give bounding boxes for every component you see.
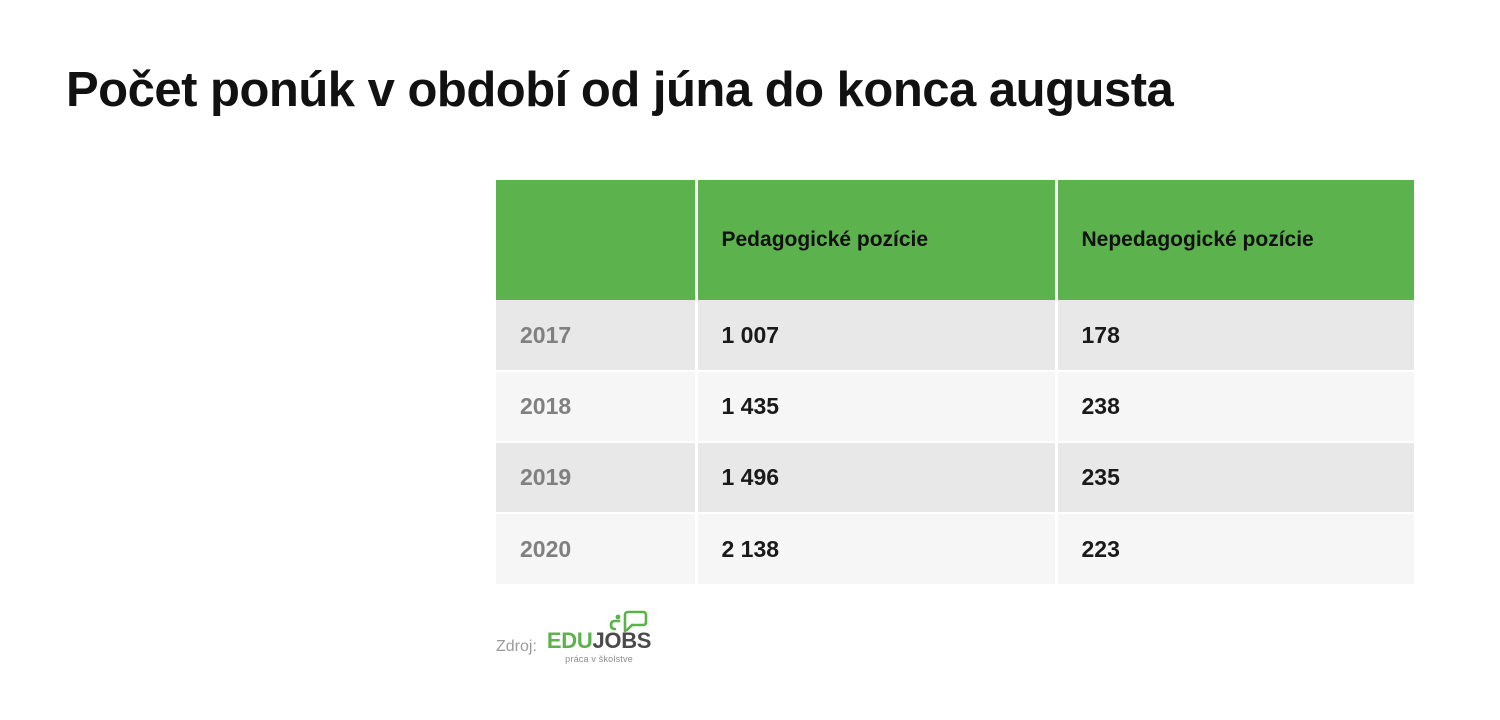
table-row xyxy=(496,442,1414,513)
edujobs-mark-icon xyxy=(605,609,649,633)
page-title: Počet ponúk v období od júna do konca augusta xyxy=(66,63,1174,117)
table-body xyxy=(496,300,1414,584)
cell-year: 2017 xyxy=(496,300,696,371)
cell-year: 2018 xyxy=(496,371,696,442)
table-header xyxy=(496,180,1414,300)
data-table-container xyxy=(496,180,1414,584)
source-attribution xyxy=(496,630,651,664)
cell-pedagogicke: 1 007 xyxy=(696,300,1056,371)
cell-nepedagogicke: 235 xyxy=(1056,442,1414,513)
cell-nepedagogicke: 178 xyxy=(1056,300,1414,371)
table-header-pedagogicke: Pedagogické pozície xyxy=(696,180,1056,300)
table-header-nepedagogicke: Nepedagogické pozície xyxy=(1056,180,1414,300)
edujobs-logo xyxy=(547,630,651,664)
logo-text-jobs: JOBS xyxy=(592,628,652,653)
table-row xyxy=(496,300,1414,371)
offers-table xyxy=(496,180,1414,584)
table-header-corner xyxy=(496,180,696,300)
logo-tagline: práca v školstve xyxy=(565,654,633,664)
cell-pedagogicke: 2 138 xyxy=(696,513,1056,584)
table-row xyxy=(496,513,1414,584)
cell-nepedagogicke: 223 xyxy=(1056,513,1414,584)
logo-text-edu: EDU xyxy=(546,628,593,653)
source-label: Zdroj: xyxy=(496,638,537,655)
cell-year: 2020 xyxy=(496,513,696,584)
cell-nepedagogicke: 238 xyxy=(1056,371,1414,442)
edujobs-wordmark xyxy=(547,630,651,652)
table-row xyxy=(496,371,1414,442)
table-header-row xyxy=(496,180,1414,300)
cell-pedagogicke: 1 435 xyxy=(696,371,1056,442)
cell-pedagogicke: 1 496 xyxy=(696,442,1056,513)
cell-year: 2019 xyxy=(496,442,696,513)
